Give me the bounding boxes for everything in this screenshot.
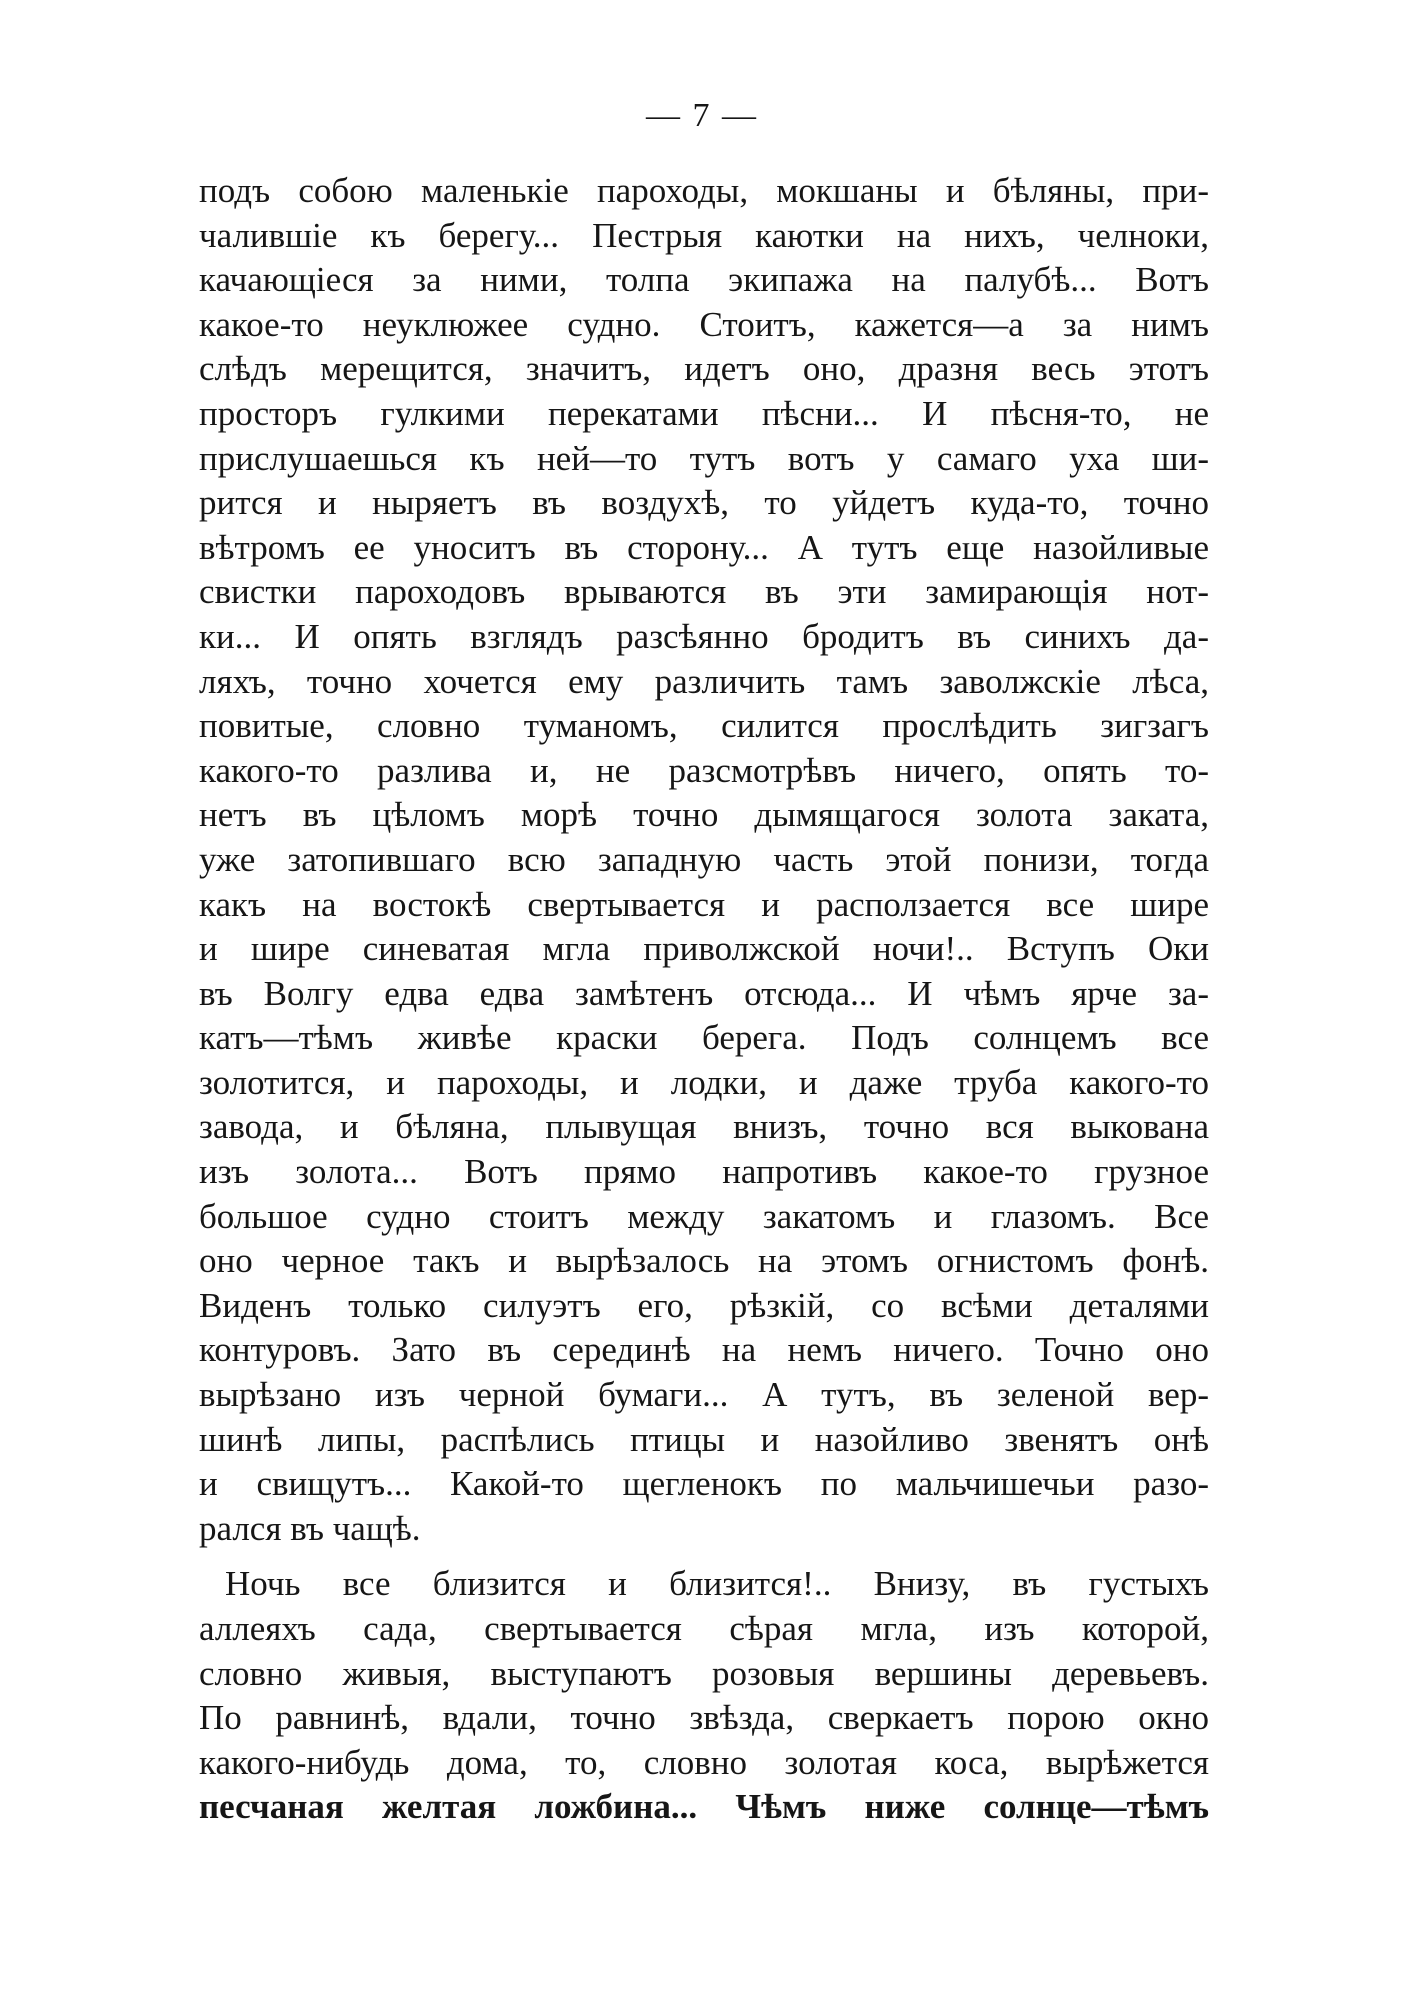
text-line: рался въ чащѣ. — [199, 1508, 421, 1548]
text-line: свистки пароходовъ врываются въ эти замирающія нот- — [199, 572, 1209, 612]
text-line: вѣтромъ ее уноситъ въ сторону... А тутъ еще назойливые — [199, 527, 1209, 567]
text-line: оно черное такъ и вырѣзалось на этомъ огнистомъ фонѣ. — [199, 1241, 1209, 1281]
text-line: песчаная желтая ложбина... Чѣмъ ниже солнце—тѣмъ — [199, 1787, 1209, 1827]
text-line: По равнинѣ, вдали, точно звѣзда, сверкаетъ порою окно — [199, 1698, 1209, 1738]
text-line: большое судно стоитъ между закатомъ и глазомъ. Все — [199, 1196, 1209, 1236]
text-line: ляхъ, точно хочется ему различить тамъ заволжскіе лѣса, — [199, 661, 1209, 701]
text-line: чалившіе къ берегу... Пестрыя каютки на нихъ, челноки, — [199, 215, 1209, 255]
text-line: завода, и бѣляна, плывущая внизъ, точно вся выкована — [199, 1107, 1209, 1147]
text-line: словно живыя, выступаютъ розовыя вершины деревьевъ. — [199, 1653, 1209, 1693]
text-line: повитые, словно туманомъ, силится прослѣдить зигзагъ — [199, 706, 1209, 746]
text-line: прислушаешься къ ней—то тутъ вотъ у самаго уха ши- — [199, 438, 1209, 478]
text-line: аллеяхъ сада, свертывается сѣрая мгла, изъ которой, — [199, 1609, 1209, 1648]
text-line: и шире синеватая мгла приволжской ночи!.. Вступъ Оки — [199, 929, 1209, 969]
text-line: шинѣ липы, распѣлись птицы и назойливо звенятъ онѣ — [199, 1419, 1209, 1459]
paragraph-1 — [199, 169, 1209, 1551]
paragraph-2 — [199, 1562, 1209, 1830]
text-line: изъ золота... Вотъ прямо напротивъ какое-то грузное — [199, 1152, 1209, 1192]
text-line: ки... И опять взглядъ разсѣянно бродитъ въ синихъ да- — [199, 616, 1209, 656]
text-line: золотится, и пароходы, и лодки, и даже труба какого-то — [199, 1062, 1209, 1102]
text-line: въ Волгу едва едва замѣтенъ отсюда... И чѣмъ ярче за- — [199, 973, 1209, 1013]
text-line: Ночь все близится и близится!.. Внизу, въ густыхъ — [225, 1564, 1209, 1604]
text-line: какое-то неуклюжее судно. Стоитъ, кажется—а за нимъ — [199, 304, 1209, 344]
body-text — [199, 169, 1209, 1830]
text-line: катъ—тѣмъ живѣе краски берега. Подъ солнцемъ все — [199, 1018, 1209, 1058]
text-line: качающіеся за ними, толпа экипажа на палубѣ... Вотъ — [199, 260, 1209, 300]
text-line: какого-нибудь дома, то, словно золотая коса, вырѣжется — [199, 1742, 1209, 1782]
text-line: рится и ныряетъ въ воздухѣ, то уйдетъ куда-то, точно — [199, 483, 1209, 523]
text-line: какъ на востокѣ свертывается и расползается все шире — [199, 884, 1209, 924]
text-line: подъ собою маленькіе пароходы, мокшаны и бѣляны, при- — [199, 171, 1209, 210]
text-line: нетъ въ цѣломъ морѣ точно дымящагося золота заката, — [199, 795, 1209, 835]
text-line: и свищутъ... Какой-то щегленокъ по мальчишечьи разо- — [199, 1464, 1209, 1504]
text-line: Виденъ только силуэтъ его, рѣзкій, со всѣми деталями — [199, 1285, 1209, 1325]
text-line: слѣдъ мерещится, значитъ, идетъ оно, дразня весь этотъ — [199, 349, 1209, 389]
text-line: уже затопившаго всю западную часть этой понизи, тогда — [199, 839, 1209, 879]
text-line: вырѣзано изъ черной бумаги... А тутъ, въ зеленой вер- — [199, 1375, 1209, 1415]
page-number: — 7 — — [646, 97, 758, 134]
text-line: просторъ гулкими перекатами пѣсни... И пѣсня-то, не — [199, 393, 1209, 433]
text-line: какого-то разлива и, не разсмотрѣвъ ничего, опять то- — [199, 750, 1209, 790]
text-line: контуровъ. Зато въ серединѣ на немъ ничего. Точно оно — [199, 1330, 1209, 1370]
